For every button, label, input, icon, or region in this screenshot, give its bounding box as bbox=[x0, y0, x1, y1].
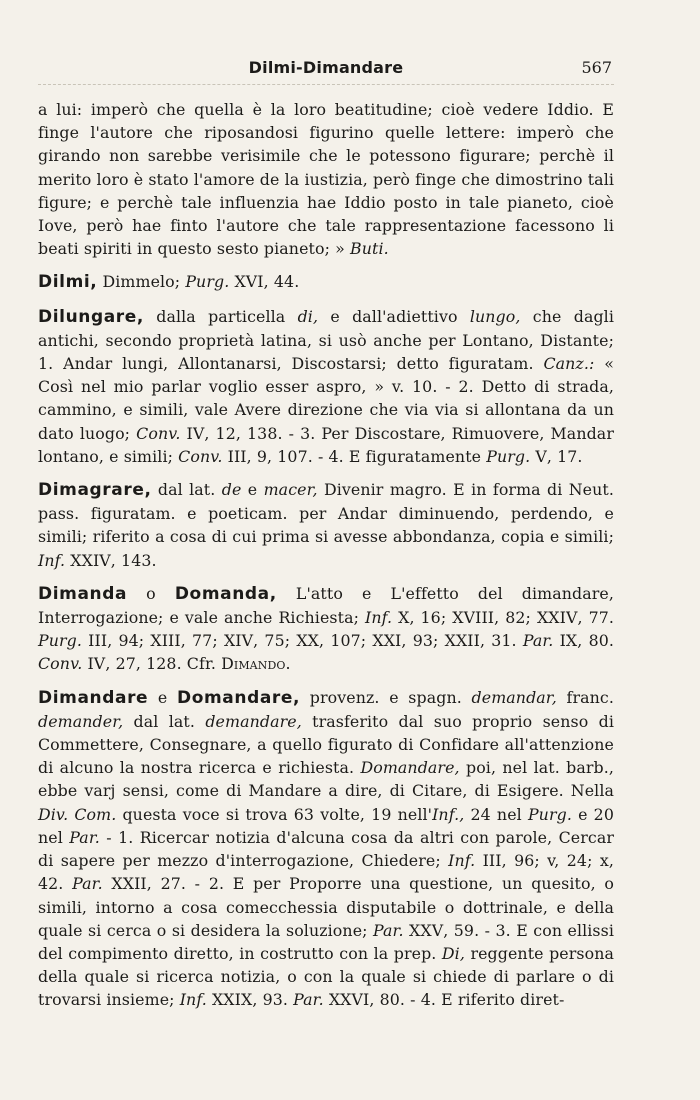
italic-text: lungo, bbox=[469, 306, 521, 326]
italic-text: demandar, bbox=[471, 687, 557, 707]
italic-text: Inf. bbox=[38, 550, 66, 570]
text-run: , 44. bbox=[263, 272, 300, 292]
text-run: 24 nel bbox=[464, 804, 528, 824]
entry-dilungare bbox=[38, 305, 614, 468]
italic-text: Inf. bbox=[179, 990, 207, 1010]
small-caps-text: XIII bbox=[150, 631, 181, 651]
italic-text: Purg. bbox=[486, 446, 531, 466]
small-caps-text: XXII bbox=[444, 631, 480, 651]
headword: Dimanda bbox=[38, 583, 128, 604]
small-caps-text: Dimando. bbox=[221, 654, 291, 674]
entry-body bbox=[38, 307, 614, 466]
italic-text: Par. bbox=[69, 827, 100, 847]
text-run: Dimmelo; bbox=[97, 272, 186, 292]
italic-text: Par. bbox=[72, 874, 103, 894]
italic-text: Domandare, bbox=[360, 758, 460, 778]
text-run: L'atto e L'effetto del dimandare, Interrogazione; e vale anche Richiesta; bbox=[38, 583, 614, 628]
text-run: , 31. bbox=[479, 631, 523, 651]
text-run: o bbox=[127, 583, 175, 603]
italic-text: demander, bbox=[38, 711, 124, 731]
headword: Dimagrare, bbox=[38, 480, 152, 501]
text-run: provenz. e spagn. bbox=[300, 687, 472, 707]
page-number: 567 bbox=[581, 58, 612, 77]
entry-dimandare bbox=[38, 686, 614, 1012]
text-run: , 27. - 2. E per Proporre una questione, un quesito, o simili, intorno a cosa comecchessia disputabile o dottrinale, e della quale si cerca o si desidera la soluzione; bbox=[38, 874, 614, 940]
text-run: trasferito dal suo proprio senso di Commettere, Consegnare, a quello figurato di Confidare all'attenzione di alcuno la nostra ricerca e richiesta. bbox=[38, 711, 614, 778]
text-run: , 93; bbox=[401, 631, 445, 651]
small-caps-text: XVIII bbox=[452, 608, 495, 628]
small-caps-text: XIV bbox=[223, 631, 254, 651]
text-run: e dall'adiettivo bbox=[318, 306, 470, 326]
italic-text: de bbox=[221, 480, 242, 500]
text-run: , 59. - 3. E con ellissi del compimento diretto, in costrutto con la prep. bbox=[38, 920, 614, 963]
running-head-title: Dilmi-Dimandare bbox=[248, 58, 404, 77]
text-run: , 77. bbox=[577, 608, 615, 628]
italic-text: Inf. bbox=[448, 851, 476, 871]
headword: Dimandare bbox=[38, 687, 149, 708]
small-caps-text: XXI bbox=[372, 631, 402, 651]
text-run: , 17. bbox=[546, 446, 583, 466]
small-caps-text: XXVI bbox=[323, 990, 370, 1010]
small-caps-text: III bbox=[82, 631, 108, 651]
italic-text: Purg. bbox=[527, 804, 572, 824]
entry-dimanda bbox=[38, 582, 614, 676]
italic-text: Inf., bbox=[432, 804, 465, 824]
headword: Domandare, bbox=[176, 687, 301, 708]
small-caps-text: XXIV bbox=[65, 550, 111, 570]
text-run: , 143. bbox=[110, 550, 157, 570]
text-run: , 77; bbox=[180, 631, 224, 651]
italic-text: Div. Com. bbox=[38, 804, 117, 824]
text-run: , 80. - 4. E riferito diret- bbox=[369, 990, 565, 1010]
text-run: reggente persona della quale si ricerca notizia, o con la quale si chiede di parlare o di trovarsi insieme; bbox=[38, 943, 614, 1010]
text-run: « Così nel mio parlar voglio esser aspro, » v. 10. - 2. Detto di strada, cammino, e simili, vale Avere direzione che via via si allontana da un dato luogo; bbox=[38, 354, 614, 443]
italic-text: Canz.: bbox=[543, 354, 595, 374]
text-run: , 82; bbox=[494, 608, 537, 628]
italic-text: Di, bbox=[441, 943, 465, 963]
italic-text: Par. bbox=[293, 990, 324, 1010]
italic-text: Conv. bbox=[38, 654, 83, 674]
small-caps-text: III bbox=[222, 446, 247, 466]
headword: Domanda, bbox=[174, 583, 277, 604]
text-run: , 9, 107. - 4. E figuratamente bbox=[246, 446, 487, 466]
text-run: , 27, 128. Cfr. bbox=[105, 654, 222, 674]
headword: Dilmi, bbox=[38, 272, 98, 293]
italic-text: Conv. bbox=[178, 446, 223, 466]
text-run: , 94; bbox=[107, 631, 151, 651]
header-rule bbox=[38, 84, 614, 85]
continuation-paragraph bbox=[38, 98, 614, 260]
text-run: a lui: imperò che quella è la loro beatitudine; cioè vedere Iddio. E finge l'autore che riposandosi figurino quelle lettere: imperò che girando non sarebbe verisimile che le potessono figurare; perchè il merito loro è stato l'amore de la iustizia, però finge che dimostrino tali figure; e perchè tale influenzia hae Iddio posto in tale pianeto, cioè Iove, però hae finto l'autore che tale rappresentazione facessono li beati spiriti in questo sesto pianeto; » bbox=[38, 100, 614, 259]
dictionary-page bbox=[38, 0, 614, 1100]
text-run: franc. bbox=[556, 687, 614, 707]
italic-text: macer, bbox=[263, 480, 318, 500]
small-caps-text: V bbox=[530, 446, 547, 466]
body-text bbox=[38, 98, 614, 1012]
text-run: poi, nel lat. barb., ebbe varj sensi, come di Mandare a dire, di Citare, di Esigere. Nella bbox=[38, 758, 614, 801]
text-run: questa voce si trova 63 volte, 19 nell' bbox=[116, 804, 433, 824]
text-run: , 12, 138. - 3. Per Discostare, Rimuovere, Mandar lontano, e simili; bbox=[38, 423, 614, 466]
headword: Dilungare, bbox=[38, 306, 144, 327]
text-run: dal lat. bbox=[123, 711, 206, 731]
text-run: - 1. Ricercar notizia d'alcuna cosa da altri con parole, Cercar di sapere per mezzo d'interrogazione, Chiedere; bbox=[38, 827, 615, 871]
small-caps-text: XXIV bbox=[536, 608, 578, 628]
text-run: che dagli antichi, secondo proprietà latina, si usò anche per Lontano, Distante; 1. Andar lungi, Allontanarsi, Discostarsi; detto figuratam. bbox=[38, 306, 614, 374]
small-caps-text: XXV bbox=[403, 920, 444, 940]
text-run: , 93. bbox=[252, 990, 294, 1010]
entry-body bbox=[97, 272, 299, 291]
small-caps-text: XXIX bbox=[206, 990, 253, 1010]
italic-text: Conv. bbox=[136, 423, 181, 443]
text-run: e 20 nel bbox=[38, 804, 614, 847]
small-caps-text: XXII bbox=[102, 874, 147, 894]
small-caps-text: III bbox=[475, 851, 502, 871]
intro-text bbox=[38, 100, 614, 258]
italic-text: di, bbox=[297, 306, 319, 326]
text-run: Divenir magro. E in forma di Neut. pass. figuratam. e poeticam. per Andar diminuendo, perdendo, e simili; riferito a cosa di cui prima si avesse abbondanza, copia e simili; bbox=[38, 480, 614, 547]
small-caps-text: IV bbox=[180, 423, 205, 443]
small-caps-text: IV bbox=[82, 654, 106, 674]
text-run: , 80. bbox=[577, 631, 614, 651]
text-run: dalla particella bbox=[143, 306, 298, 326]
italic-text: Purg. bbox=[185, 272, 230, 292]
small-caps-text: XX bbox=[296, 631, 320, 651]
text-run: e bbox=[148, 687, 177, 707]
entry-dilmi bbox=[38, 270, 614, 294]
running-head bbox=[38, 58, 614, 78]
text-run: dal lat. bbox=[151, 480, 222, 500]
small-caps-text: X bbox=[392, 608, 410, 628]
text-run: , 16; bbox=[409, 608, 453, 628]
italic-text: Par. bbox=[373, 920, 404, 940]
text-run: , 107; bbox=[319, 631, 373, 651]
italic-text: Par. bbox=[522, 631, 554, 651]
text-run: , 75; bbox=[253, 631, 297, 651]
italic-text: Inf. bbox=[364, 608, 393, 628]
text-run: e bbox=[241, 480, 264, 500]
small-caps-text: IX bbox=[553, 631, 578, 651]
italic-text: Purg. bbox=[38, 631, 82, 651]
text-run: , 96; v, 24; x, 42. bbox=[38, 851, 614, 894]
entry-body bbox=[38, 688, 614, 1010]
italic-text: demandare, bbox=[205, 711, 302, 731]
entry-dimagrare bbox=[38, 478, 614, 572]
small-caps-text: XVI bbox=[229, 272, 264, 292]
italic-text: Buti. bbox=[350, 239, 389, 259]
